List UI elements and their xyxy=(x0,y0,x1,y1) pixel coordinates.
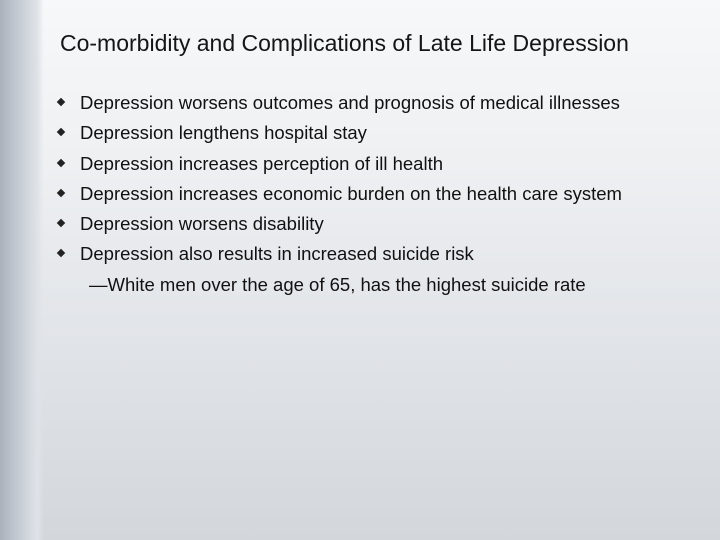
sub-bullet-item xyxy=(58,270,708,300)
diamond-bullet-icon xyxy=(57,158,65,166)
bullet-list xyxy=(58,88,708,270)
bullet-text: Depression increases economic burden on the health care system xyxy=(80,182,622,204)
sub-bullet-text: White men over the age of 65, has the highest suicide rate xyxy=(107,273,586,295)
bullet-item xyxy=(58,149,708,179)
bullet-item xyxy=(58,209,708,239)
diamond-bullet-icon xyxy=(57,98,65,106)
sub-bullet-dash: — xyxy=(89,273,108,295)
bullet-item xyxy=(58,239,708,269)
slide-title: Co-morbidity and Complications of Late Life Depression xyxy=(60,30,629,56)
bullet-text: Depression worsens disability xyxy=(80,213,324,235)
bullet-text: Depression lengthens hospital stay xyxy=(80,122,367,144)
bullet-text: Depression increases perception of ill health xyxy=(80,152,444,174)
bullet-item xyxy=(58,88,708,118)
bullet-text: Depression also results in increased suicide risk xyxy=(80,243,474,265)
slide-left-band xyxy=(0,0,44,540)
diamond-bullet-icon xyxy=(57,189,65,197)
slide-content xyxy=(58,88,708,300)
bullet-item xyxy=(58,179,708,209)
diamond-bullet-icon xyxy=(57,128,65,136)
bullet-item xyxy=(58,118,708,148)
bullet-text: Depression worsens outcomes and prognosis of medical illnesses xyxy=(80,92,620,113)
diamond-bullet-icon xyxy=(57,249,65,257)
diamond-bullet-icon xyxy=(57,219,65,227)
